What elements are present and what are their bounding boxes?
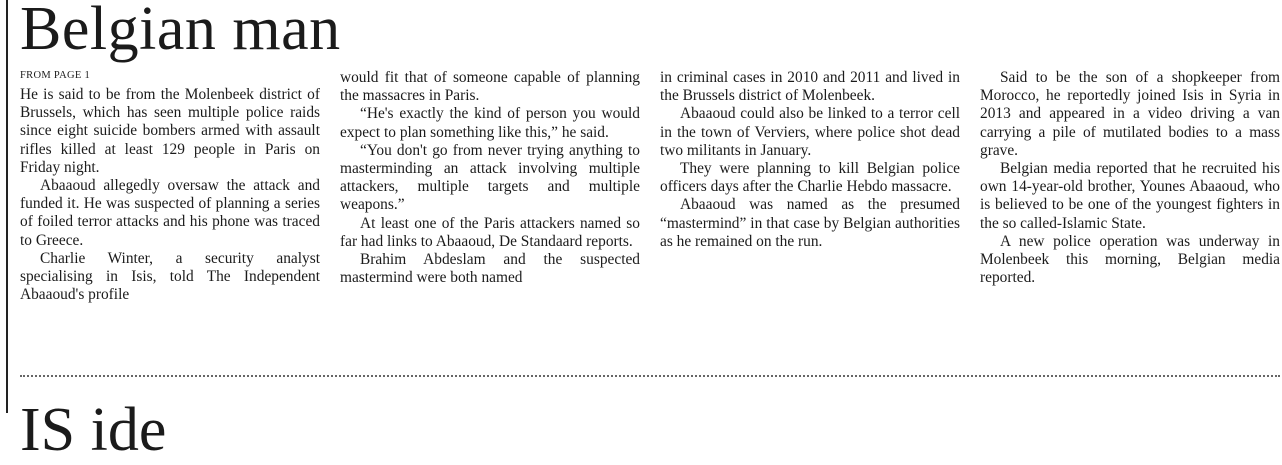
paragraph: Charlie Winter, a security analyst specialising in Isis, told The Independent Abaaoud's profile [20, 249, 320, 304]
paragraph: Abaaoud could also be linked to a terror cell in the town of Verviers, where police shot dead two militants in January. [660, 105, 960, 159]
text-column-2 [340, 69, 640, 304]
column-rule [6, 0, 8, 413]
article-body [20, 69, 1280, 304]
paragraph: They were planning to kill Belgian police officers days after the Charlie Hebdo massacre. [660, 160, 960, 196]
paragraph: Said to be the son of a shopkeeper from Morocco, he reportedly joined Isis in Syria in 2013 and appeared in a video driving a van carrying a pile of mutilated bodies to a mass grave. [980, 69, 1280, 159]
paragraph: Abaaoud allegedly oversaw the attack and funded it. He was suspected of planning a series of foiled terror attacks and his phone was traced to Greece. [20, 177, 320, 249]
kicker: FROM PAGE 1 [20, 70, 91, 81]
paragraph: “He's exactly the kind of person you would expect to plan something like this,” he said. [340, 105, 640, 141]
paragraph: At least one of the Paris attackers named so far had links to Abaaoud, De Standaard reports. [340, 214, 640, 250]
section-divider [20, 375, 1280, 377]
text-column-1 [20, 69, 320, 304]
headline: Belgian man [20, 0, 341, 63]
paragraph: Abaaoud was named as the presumed “mastermind” in that case by Belgian authorities as he remained on the run. [660, 196, 960, 250]
paragraph: Brahim Abdeslam and the suspected mastermind were both named [340, 251, 640, 287]
paragraph: A new police operation was underway in Molenbeek this morning, Belgian media reported. [980, 232, 1280, 287]
paragraph: Belgian media reported that he recruited his own 14-year-old brother, Younes Abaaoud, who is believed to be one of the youngest fighters in the so called-Islamic State. [980, 160, 1280, 232]
paragraph: would fit that of someone capable of planning the massacres in Paris. [340, 69, 640, 105]
paragraph: “You don't go from never trying anything to masterminding an attack involving multiple attackers, multiple targets and multiple weapons.” [340, 141, 640, 214]
text-column-4 [980, 69, 1280, 304]
text-column-3 [660, 69, 960, 304]
next-article-headline: IS ide [20, 396, 167, 464]
paragraph: He is said to be from the Molenbeek district of Brussels, which has seen multiple police raids since eight suicide bombers armed with assault rifles killed at least 129 people in Paris on Friday night. [20, 86, 320, 176]
paragraph: in criminal cases in 2010 and 2011 and lived in the Brussels district of Molenbeek. [660, 69, 960, 105]
